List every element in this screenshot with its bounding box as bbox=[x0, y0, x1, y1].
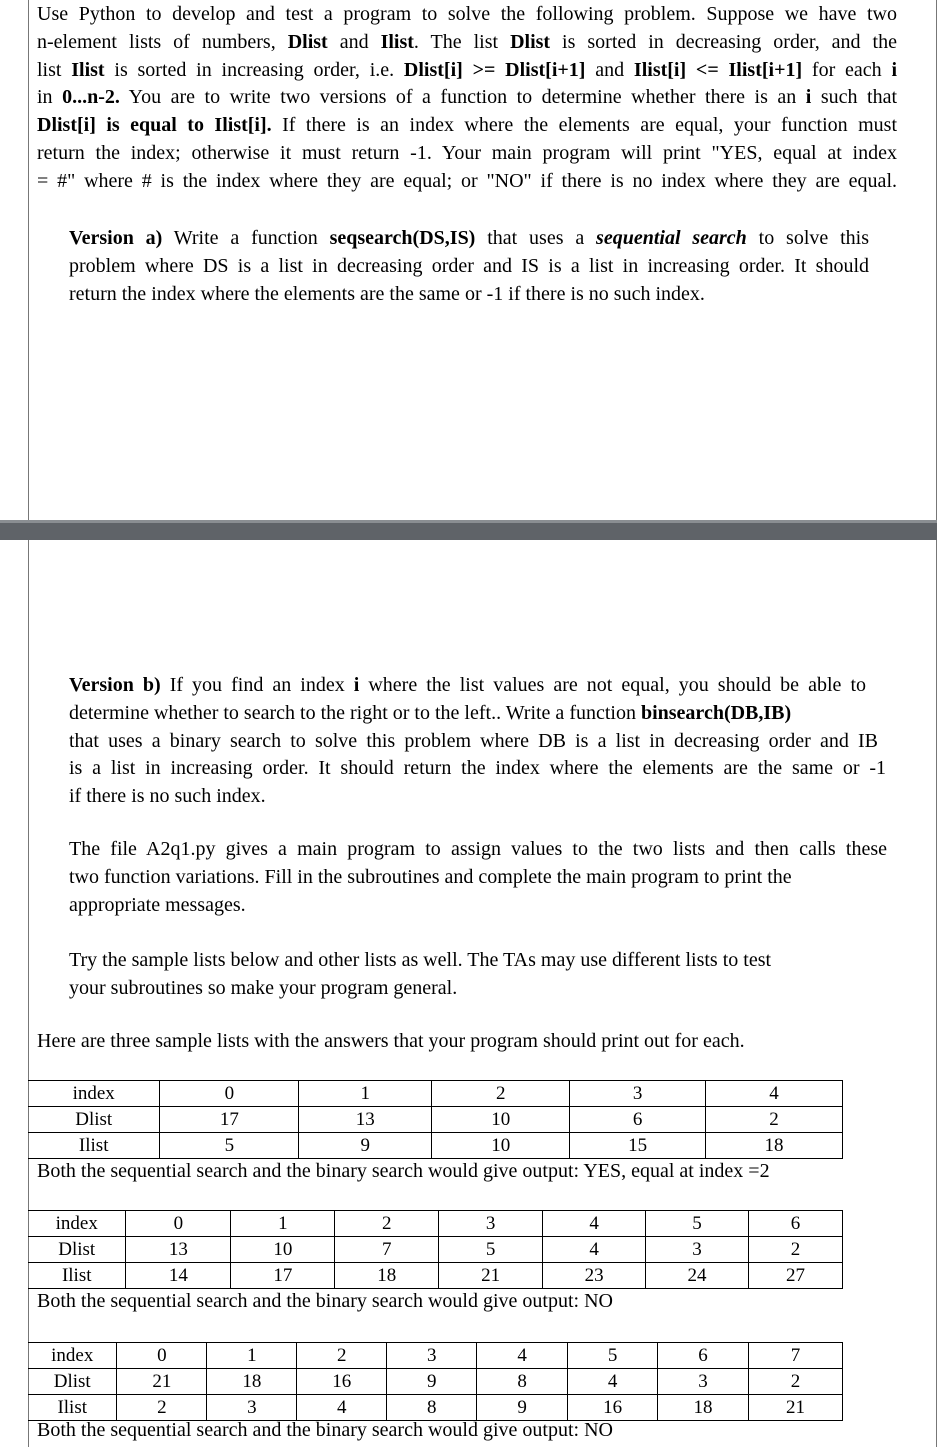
table-cell: 10 bbox=[432, 1133, 570, 1159]
version-b-label: Version b) bbox=[69, 674, 161, 696]
text: is sorted in decreasing order, and the bbox=[550, 30, 897, 53]
table-row bbox=[28, 1211, 843, 1237]
text: in bbox=[37, 86, 63, 109]
table-cell: 23 bbox=[543, 1263, 646, 1289]
table-cell: 0 bbox=[117, 1343, 207, 1369]
table-cell: 16 bbox=[568, 1395, 658, 1421]
text: for each bbox=[802, 58, 892, 81]
text: = #" where # is the index where they are equal; or "NO" if there is no index where they are equal. bbox=[37, 169, 897, 192]
sample-result-2: Both the sequential search and the binary search would give output: NO bbox=[37, 1290, 613, 1312]
table-cell: 17 bbox=[160, 1107, 299, 1133]
table-cell: 3 bbox=[570, 1081, 706, 1107]
sequential-search-term: sequential search bbox=[596, 227, 747, 249]
table-cell: 4 bbox=[706, 1081, 843, 1107]
file-line-1: The file A2q1.py gives a main program to assign values to the two lists and then calls these bbox=[69, 838, 887, 860]
row-label: index bbox=[28, 1081, 160, 1107]
version-b-paragraph bbox=[69, 672, 886, 811]
table-cell: 6 bbox=[570, 1107, 706, 1133]
file-paragraph bbox=[69, 836, 887, 919]
sample-result-1: Both the sequential search and the binary search would give output: YES, equal at index =2 bbox=[37, 1160, 770, 1182]
table-cell: 9 bbox=[477, 1395, 568, 1421]
table-cell: 2 bbox=[297, 1343, 387, 1369]
table-cell: 1 bbox=[231, 1211, 335, 1237]
table-cell: 21 bbox=[439, 1263, 543, 1289]
table-row bbox=[28, 1343, 843, 1369]
row-label: Ilist bbox=[28, 1133, 160, 1159]
table-cell: 13 bbox=[126, 1237, 231, 1263]
table-row bbox=[28, 1395, 843, 1421]
table-cell: 18 bbox=[335, 1263, 439, 1289]
row-label: Dlist bbox=[28, 1107, 160, 1133]
text: return the index; otherwise it must return -1. Your main program will print "YES, equal at index bbox=[37, 141, 897, 164]
text: is sorted in increasing order, i.e. bbox=[104, 58, 404, 81]
file-line-3: appropriate messages. bbox=[69, 893, 246, 916]
text: list bbox=[37, 58, 72, 81]
table-cell: 15 bbox=[570, 1133, 706, 1159]
table-cell: 4 bbox=[477, 1343, 568, 1369]
row-label: Ilist bbox=[28, 1395, 117, 1421]
text: n-element lists of numbers, bbox=[37, 30, 288, 53]
range-term: 0...n-2. bbox=[62, 86, 120, 109]
text: such that bbox=[811, 86, 897, 109]
equality-condition: Dlist[i] is equal to Ilist[i]. bbox=[37, 114, 272, 137]
table-cell: 5 bbox=[646, 1211, 749, 1237]
sample-table-2 bbox=[28, 1210, 843, 1289]
text: If you find an index bbox=[160, 674, 354, 696]
table-cell: 21 bbox=[748, 1395, 842, 1421]
table-cell: 4 bbox=[297, 1395, 387, 1421]
table-cell: 5 bbox=[568, 1343, 658, 1369]
row-label: Dlist bbox=[28, 1369, 117, 1395]
version-a-paragraph bbox=[69, 225, 869, 308]
table-cell: 3 bbox=[658, 1369, 749, 1395]
row-label: index bbox=[28, 1211, 126, 1237]
try-line-2: your subroutines so make your program general. bbox=[69, 976, 458, 999]
table-cell: 18 bbox=[658, 1395, 749, 1421]
intro-line-6 bbox=[37, 140, 897, 168]
table-cell: 10 bbox=[231, 1237, 335, 1263]
table-cell: 18 bbox=[207, 1369, 297, 1395]
try-paragraph bbox=[69, 947, 869, 1003]
version-b-line-1 bbox=[69, 672, 866, 700]
table-row bbox=[28, 1133, 843, 1159]
table-cell: 14 bbox=[126, 1263, 231, 1289]
text: Use Python to develop and test a program to solve the following problem. Suppose we have two bbox=[37, 3, 897, 25]
table-cell: 8 bbox=[477, 1369, 568, 1395]
version-a-label: Version a) bbox=[69, 227, 163, 249]
binsearch-signature: binsearch(DB,IB) bbox=[640, 701, 792, 724]
index-var: i bbox=[353, 674, 360, 696]
text: Write a function bbox=[162, 227, 330, 249]
version-a-line-1 bbox=[69, 225, 869, 253]
version-a-line-3: return the index where the elements are the same or -1 if there is no such index. bbox=[69, 282, 705, 305]
table-cell: 7 bbox=[748, 1343, 842, 1369]
table-row bbox=[28, 1081, 843, 1107]
table-cell: 4 bbox=[543, 1237, 646, 1263]
row-label: Ilist bbox=[28, 1263, 126, 1289]
table-cell: 2 bbox=[706, 1107, 843, 1133]
row-label: Dlist bbox=[28, 1237, 126, 1263]
table-row bbox=[28, 1369, 843, 1395]
table-cell: 6 bbox=[748, 1211, 842, 1237]
sample-table-3 bbox=[28, 1342, 843, 1421]
table-cell: 3 bbox=[439, 1211, 543, 1237]
index-var: i bbox=[805, 86, 812, 109]
seqsearch-signature: seqsearch(DS,IS) bbox=[329, 227, 476, 249]
table-cell: 27 bbox=[748, 1263, 842, 1289]
sample-result-3: Both the sequential search and the binary search would give output: NO bbox=[37, 1419, 613, 1441]
table-cell: 9 bbox=[387, 1369, 477, 1395]
page-divider bbox=[0, 520, 937, 540]
file-line-2: two function variations. Fill in the subroutines and complete the main program to print the bbox=[69, 865, 792, 888]
table-cell: 17 bbox=[231, 1263, 335, 1289]
text: where the list values are not equal, you should be able to bbox=[359, 674, 866, 696]
table-cell: 1 bbox=[207, 1343, 297, 1369]
table-cell: 16 bbox=[297, 1369, 387, 1395]
table-row bbox=[28, 1107, 843, 1133]
row-label: index bbox=[28, 1343, 117, 1369]
table-cell: 2 bbox=[748, 1237, 842, 1263]
table-cell: 4 bbox=[568, 1369, 658, 1395]
table-cell: 3 bbox=[646, 1237, 749, 1263]
table-cell: 5 bbox=[439, 1237, 543, 1263]
version-b-line-4: is a list in increasing order. It should return the index where the elements are the same or -1 bbox=[69, 757, 886, 780]
text: and bbox=[585, 58, 634, 81]
page-left-edge-lower bbox=[28, 540, 29, 1447]
table-cell: 21 bbox=[117, 1369, 207, 1395]
table-cell: 2 bbox=[748, 1369, 842, 1395]
intro-line-3 bbox=[37, 57, 897, 85]
dlist-term: Dlist bbox=[510, 30, 551, 53]
intro-line-2 bbox=[37, 29, 897, 57]
intro-line-1 bbox=[37, 1, 897, 29]
text: . The list bbox=[413, 30, 511, 53]
table-cell: 7 bbox=[335, 1237, 439, 1263]
table-cell: 3 bbox=[387, 1343, 477, 1369]
ilist-term: Ilist bbox=[380, 30, 414, 53]
table-cell: 4 bbox=[543, 1211, 646, 1237]
version-b-line-2 bbox=[69, 700, 886, 728]
table-row bbox=[28, 1237, 843, 1263]
sample-table-1 bbox=[28, 1080, 843, 1159]
page-left-edge bbox=[28, 0, 29, 520]
intro-line-5 bbox=[37, 112, 897, 140]
table-cell: 2 bbox=[117, 1395, 207, 1421]
intro-line-7 bbox=[37, 168, 897, 196]
version-a-line-2: problem where DS is a list in decreasing order and IS is a list in increasing order. It should bbox=[69, 254, 869, 277]
table-cell: 9 bbox=[299, 1133, 432, 1159]
try-line-1: Try the sample lists below and other lists as well. The TAs may use different lists to test bbox=[69, 949, 772, 971]
table-cell: 24 bbox=[646, 1263, 749, 1289]
table-cell: 6 bbox=[658, 1343, 749, 1369]
text: that uses a bbox=[475, 227, 597, 249]
table-cell: 2 bbox=[432, 1081, 570, 1107]
table-cell: 0 bbox=[126, 1211, 231, 1237]
dlist-condition: Dlist[i] >= Dlist[i+1] bbox=[403, 58, 586, 81]
intro-line-4 bbox=[37, 84, 897, 112]
table-cell: 3 bbox=[207, 1395, 297, 1421]
text: and bbox=[327, 30, 381, 53]
text: to solve this bbox=[746, 227, 869, 249]
table-row bbox=[28, 1263, 843, 1289]
dlist-term: Dlist bbox=[287, 30, 328, 53]
version-b-line-5: if there is no such index. bbox=[69, 785, 266, 808]
intro-paragraph bbox=[37, 1, 897, 196]
ilist-condition: Ilist[i] <= Ilist[i+1] bbox=[633, 58, 803, 81]
index-var: i bbox=[891, 58, 898, 81]
table-cell: 18 bbox=[706, 1133, 843, 1159]
table-cell: 5 bbox=[160, 1133, 299, 1159]
table-cell: 13 bbox=[299, 1107, 432, 1133]
samples-intro: Here are three sample lists with the answers that your program should print out for each. bbox=[37, 1030, 745, 1052]
version-b-line-3: that uses a binary search to solve this problem where DB is a list in decreasing order and IB bbox=[69, 729, 878, 752]
text: determine whether to search to the right or to the left.. Write a function bbox=[69, 701, 641, 724]
table-cell: 10 bbox=[432, 1107, 570, 1133]
text: If there is an index where the elements are equal, your function must bbox=[271, 114, 897, 137]
ilist-term: Ilist bbox=[71, 58, 105, 81]
table-cell: 2 bbox=[335, 1211, 439, 1237]
text: You are to write two versions of a function to determine whether there is an bbox=[119, 86, 806, 109]
table-cell: 1 bbox=[299, 1081, 432, 1107]
table-cell: 8 bbox=[387, 1395, 477, 1421]
table-cell: 0 bbox=[160, 1081, 299, 1107]
